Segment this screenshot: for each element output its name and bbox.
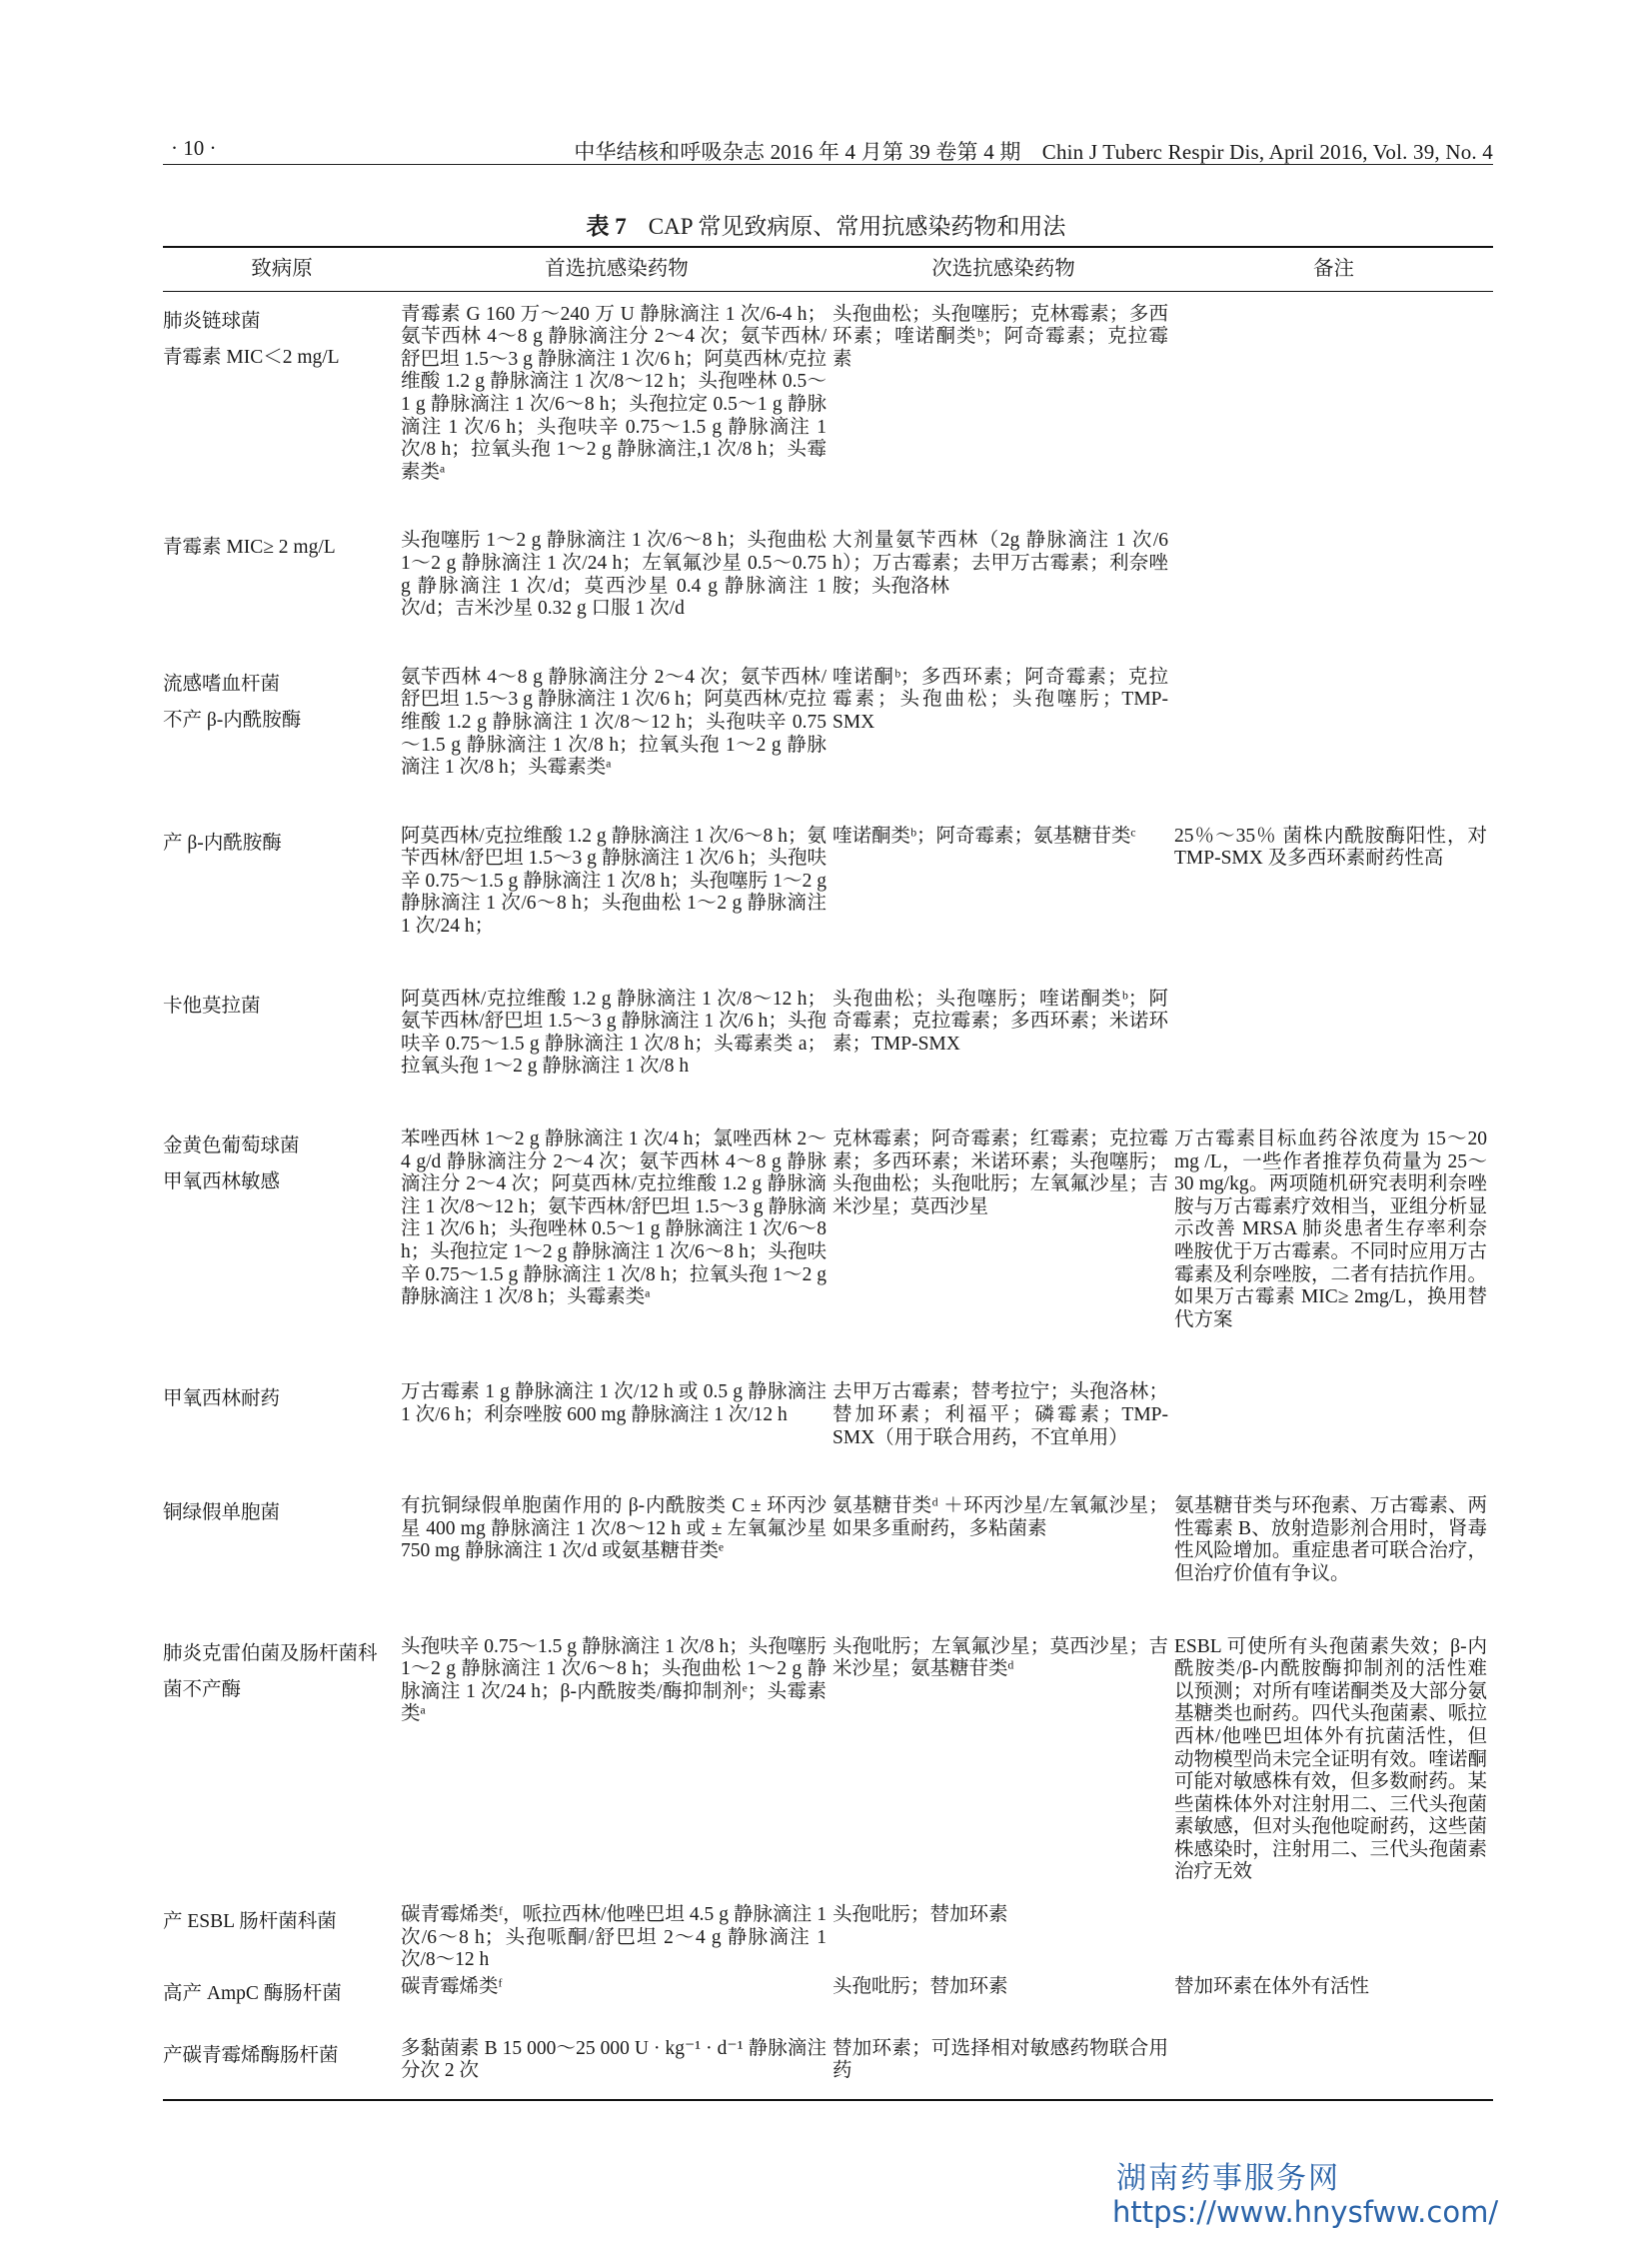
row-first-choice (401, 1475, 832, 1615)
row-first-choice (401, 1972, 832, 2022)
table-body (163, 291, 1493, 2100)
row-pathogen-text: 青霉素 MIC≥ 2 mg/L (163, 537, 336, 559)
row-second-choice-text: 喹诺酮ᵇ；多西环素；阿奇霉素；克拉霉素；头孢曲松；头孢噻肟；TMP-SMX (832, 666, 1168, 733)
table-title: CAP 常见致病原、常用抗感染药物和用法 (648, 214, 1066, 239)
row-remark (1174, 1972, 1493, 2022)
row-remark (1174, 647, 1493, 806)
row-pathogen-text: 肺炎链球菌 青霉素 MIC＜2 mg/L (163, 310, 340, 368)
row-remark (1174, 2022, 1493, 2100)
row-pathogen-text: 流感嗜血杆菌 不产 β-内酰胺酶 (163, 673, 302, 731)
table-number: 表 7 (586, 214, 627, 239)
row-first-choice-text: 阿莫西林/克拉维酸 1.2 g 静脉滴注 1 次/6～8 h；氨苄西林/舒巴坦 1.5～3 g 静脉滴注 1 次/6 h；头孢呋辛 0.75～1.5 g 静脉滴注 1 次/8 h；头孢噻肟 1～2 g 静脉滴注 1 次/6～8 h；头孢曲松 1～2 g 静脉滴注 1 次/24 h； (401, 825, 826, 938)
row-remark (1174, 1361, 1493, 1475)
table-row (163, 2022, 1493, 2100)
row-first-choice (401, 1361, 832, 1475)
row-second-choice (832, 1361, 1174, 1475)
page-number: · 10 · (171, 136, 217, 160)
row-second-choice (832, 2022, 1174, 2100)
table-row (163, 291, 1493, 510)
row-second-choice-text: 喹诺酮类ᵇ；阿奇霉素；氨基糖苷类ᶜ (832, 825, 1136, 847)
column-header-second-choice: 次选抗感染药物 (832, 247, 1174, 291)
row-first-choice (401, 647, 832, 806)
row-pathogen (163, 806, 401, 969)
row-remark (1174, 1616, 1493, 1885)
row-second-choice-text: 头孢曲松；头孢噻肟；克林霉素；多西环素；喹诺酮类ᵇ；阿奇霉素；克拉霉素 (832, 303, 1168, 370)
row-pathogen-text: 高产 AmpC 酶肠杆菌 (163, 1982, 342, 2004)
table-header-row (163, 247, 1493, 291)
row-second-choice-text: 氨基糖苷类ᵈ ＋环丙沙星/左氧氟沙星；如果多重耐药，多粘菌素 (832, 1495, 1168, 1539)
column-header-remarks: 备注 (1174, 247, 1493, 291)
row-pathogen-text: 产 ESBL 肠杆菌科菌 (163, 1911, 337, 1933)
row-first-choice-text: 碳青霉烯类ᶠ，哌拉西林/他唑巴坦 4.5 g 静脉滴注 1 次/6～8 h；头孢哌酮/舒巴坦 2～4 g 静脉滴注 1 次/8～12 h (401, 1904, 826, 1971)
row-remark-text: 万古霉素目标血药谷浓度为 15～20 mg /L，一些作者推荐负荷量为 25～30 mg/kg。两项随机研究表明利奈唑胺与万古霉素疗效相当，亚组分析显示改善 MRSA 肺炎患者生存率利奈唑胺优于万古霉素。不同时应用万古霉素及利奈唑胺，二者有拮抗作用。如果万古霉素 MIC≥ 2mg/L，换用替代方案 (1174, 1128, 1487, 1330)
column-header-pathogen: 致病原 (163, 247, 401, 291)
row-first-choice (401, 806, 832, 969)
row-second-choice (832, 1884, 1174, 1972)
row-pathogen-text: 产碳青霉烯酶肠杆菌 (163, 2044, 339, 2066)
row-pathogen-text: 甲氧西林耐药 (163, 1388, 281, 1410)
row-first-choice (401, 1616, 832, 1885)
row-remark (1174, 510, 1493, 646)
row-pathogen-text: 铜绿假单胞菌 (163, 1502, 281, 1524)
table-row (163, 647, 1493, 806)
row-second-choice (832, 510, 1174, 646)
watermark-url: https://www.hnysfww.com/ (1112, 2195, 1499, 2229)
table-row (163, 806, 1493, 969)
row-second-choice-text: 头孢曲松；头孢噻肟；喹诺酮类ᵇ；阿奇霉素；克拉霉素；多西环素；米诺环素；TMP-SMX (832, 988, 1168, 1055)
row-second-choice-text: 头孢吡肟；替加环素 (832, 1904, 1008, 1926)
row-second-choice (832, 291, 1174, 510)
watermark (1112, 2153, 1498, 2229)
row-first-choice-text: 有抗铜绿假单胞菌作用的 β-内酰胺类 C ± 环丙沙星 400 mg 静脉滴注 1 次/8～12 h 或 ± 左氧氟沙星 750 mg 静脉滴注 1 次/d 或氨基糖苷类ᵉ (401, 1495, 826, 1562)
row-remark (1174, 1109, 1493, 1361)
row-second-choice-text: 克林霉素；阿奇霉素；红霉素；克拉霉素；多西环素；米诺环素；头孢噻肟；头孢曲松；头孢吡肟；左氧氟沙星；吉米沙星；莫西沙星 (832, 1128, 1168, 1217)
row-remark (1174, 291, 1493, 510)
row-pathogen-text: 产 β-内酰胺酶 (163, 832, 282, 854)
row-first-choice-text: 苯唑西林 1～2 g 静脉滴注 1 次/4 h；氯唑西林 2～4 g/d 静脉滴注分 2～4 次；氨苄西林 4～8 g 静脉滴注分 2～4 次；阿莫西林/克拉维酸 1.2 g 静脉滴注 1 次/8～12 h；氨苄西林/舒巴坦 1.5～3 g 静脉滴注 1 次/6 h；头孢唑林 0.5～1 g 静脉滴注 1 次/6～8 h；头孢拉定 1～2 g 静脉滴注 1 次/6～8 h；头孢呋辛 0.75～1.5 g 静脉滴注 1 次/8 h；拉氧头孢 1～2 g 静脉滴注 1 次/8 h；头霉素类ᵃ (401, 1128, 826, 1308)
table-caption (0, 208, 1652, 241)
row-pathogen (163, 1475, 401, 1615)
row-second-choice (832, 1109, 1174, 1361)
row-first-choice-text: 头孢噻肟 1～2 g 静脉滴注 1 次/6～8 h；头孢曲松 1～2 g 静脉滴注 1 次/24 h；左氧氟沙星 0.5～0.75 g 静脉滴注 1 次/d；莫西沙星 0.4 g 静脉滴注 1 次/d；吉米沙星 0.32 g 口服 1 次/d (401, 530, 826, 620)
pathogen-drug-table (163, 246, 1493, 2101)
row-remark (1174, 969, 1493, 1109)
row-remark-text: ESBL 可使所有头孢菌素失效；β-内酰胺类/β-内酰胺酶抑制剂的活性难以预测；对所有喹诺酮类及大部分氨基糖类也耐药。四代头孢菌素、哌拉西林/他唑巴坦体外有抗菌活性，但动物模型尚未完全证明有效。喹诺酮可能对敏感株有效，但多数耐药。某些菌株体外对注射用二、三代头孢菌素敏感，但对头孢他啶耐药，这些菌株感染时，注射用二、三代头孢菌素治疗无效 (1174, 1635, 1487, 1883)
row-first-choice-text: 碳青霉烯类ᶠ (401, 1975, 503, 1997)
row-first-choice (401, 2022, 832, 2100)
row-first-choice (401, 969, 832, 1109)
row-second-choice-text: 头孢吡肟；左氧氟沙星；莫西沙星；吉米沙星；氨基糖苷类ᵈ (832, 1635, 1168, 1680)
row-first-choice-text: 万古霉素 1 g 静脉滴注 1 次/12 h 或 0.5 g 静脉滴注 1 次/6 h；利奈唑胺 600 mg 静脉滴注 1 次/12 h (401, 1381, 826, 1425)
table-row (163, 1972, 1493, 2022)
table-row (163, 969, 1493, 1109)
table-row (163, 1475, 1493, 1615)
row-first-choice (401, 1884, 832, 1972)
row-first-choice (401, 291, 832, 510)
row-remark-text: 25％～35％ 菌株内酰胺酶阳性，对 TMP-SMX 及多西环素耐药性高 (1174, 825, 1487, 870)
row-second-choice-text: 去甲万古霉素；替考拉宁；头孢洛林；替加环素；利福平；磷霉素；TMP-SMX（用于联合用药，不宜单用） (832, 1381, 1168, 1448)
row-pathogen (163, 969, 401, 1109)
row-remark (1174, 806, 1493, 969)
column-header-first-choice: 首选抗感染药物 (401, 247, 832, 291)
table-row (163, 1109, 1493, 1361)
row-second-choice-text: 替加环素；可选择相对敏感药物联合用药 (832, 2037, 1168, 2082)
row-remark (1174, 1475, 1493, 1615)
row-remark (1174, 1884, 1493, 1972)
row-second-choice-text: 大剂量氨苄西林（2g 静脉滴注 1 次/6 h）；万古霉素；去甲万古霉素；利奈唑胺；头孢洛林 (832, 530, 1168, 597)
row-second-choice (832, 806, 1174, 969)
row-first-choice (401, 510, 832, 646)
row-pathogen (163, 647, 401, 806)
table-row (163, 510, 1493, 646)
row-first-choice-text: 氨苄西林 4～8 g 静脉滴注分 2～4 次；氨苄西林/舒巴坦 1.5～3 g 静脉滴注 1 次/6 h；阿莫西林/克拉维酸 1.2 g 静脉滴注 1 次/8～12 h；头孢呋辛 0.75～1.5 g 静脉滴注 1 次/8 h；拉氧头孢 1～2 g 静脉滴注 1 次/8 h；头霉素类ᵃ (401, 666, 826, 779)
row-first-choice-text: 阿莫西林/克拉维酸 1.2 g 静脉滴注 1 次/8～12 h；氨苄西林/舒巴坦 1.5～3 g 静脉滴注 1 次/6 h；头孢呋辛 0.75～1.5 g 静脉滴注 1 次/8 h；头霉素类 a；拉氧头孢 1～2 g 静脉滴注 1 次/8 h (401, 988, 826, 1078)
row-first-choice-text: 青霉素 G 160 万～240 万 U 静脉滴注 1 次/6-4 h；氨苄西林 4～8 g 静脉滴注分 2～4 次；氨苄西林/舒巴坦 1.5～3 g 静脉滴注 1 次/6 h；阿莫西林/克拉维酸 1.2 g 静脉滴注 1 次/8～12 h；头孢唑林 0.5～1 g 静脉滴注 1 次/6～8 h；头孢拉定 0.5～1 g 静脉滴注 1 次/6 h；头孢呋辛 0.75～1.5 g 静脉滴注 1 次/8 h；拉氧头孢 1～2 g 静脉滴注,1 次/8 h；头霉素类ᵃ (401, 303, 826, 483)
row-first-choice-text: 头孢呋辛 0.75～1.5 g 静脉滴注 1 次/8 h；头孢噻肟 1～2 g 静脉滴注 1 次/6～8 h；头孢曲松 1～2 g 静脉滴注 1 次/24 h；β-内酰胺类/酶抑制剂ᵉ；头霉素类ᵃ (401, 1635, 826, 1725)
row-pathogen (163, 291, 401, 510)
table-row (163, 1884, 1493, 1972)
row-remark-text: 氨基糖苷类与环孢素、万古霉素、两性霉素 B、放射造影剂合用时，肾毒性风险增加。重症患者可联合治疗，但治疗价值有争议。 (1174, 1495, 1487, 1584)
row-second-choice (832, 647, 1174, 806)
row-first-choice-text: 多黏菌素 B 15 000～25 000 U · kg⁻¹ · d⁻¹ 静脉滴注分次 2 次 (401, 2037, 826, 2082)
row-pathogen (163, 1972, 401, 2022)
watermark-site-name: 湖南药事服务网 (1116, 2161, 1340, 2196)
running-header (163, 134, 1493, 165)
row-second-choice (832, 969, 1174, 1109)
table-row (163, 1616, 1493, 1885)
row-first-choice (401, 1109, 832, 1361)
row-pathogen (163, 1884, 401, 1972)
row-pathogen-text: 肺炎克雷伯菌及肠杆菌科菌不产酶 (163, 1642, 378, 1700)
row-second-choice (832, 1616, 1174, 1885)
row-pathogen (163, 1109, 401, 1361)
row-pathogen (163, 2022, 401, 2100)
row-pathogen-text: 卡他莫拉菌 (163, 995, 261, 1017)
table-row (163, 1361, 1493, 1475)
row-second-choice (832, 1475, 1174, 1615)
journal-citation: 中华结核和呼吸杂志 2016 年 4 月第 39 卷第 4 期 Chin J Tuberc Respir Dis, April 2016, Vol. 39, No. 4 (574, 140, 1493, 164)
row-pathogen (163, 1616, 401, 1885)
row-second-choice (832, 1972, 1174, 2022)
row-pathogen-text: 金黄色葡萄球菌 甲氧西林敏感 (163, 1135, 300, 1193)
row-remark-text: 替加环素在体外有活性 (1174, 1975, 1370, 1997)
row-pathogen (163, 1361, 401, 1475)
row-second-choice-text: 头孢吡肟；替加环素 (832, 1975, 1008, 1997)
row-pathogen (163, 510, 401, 646)
